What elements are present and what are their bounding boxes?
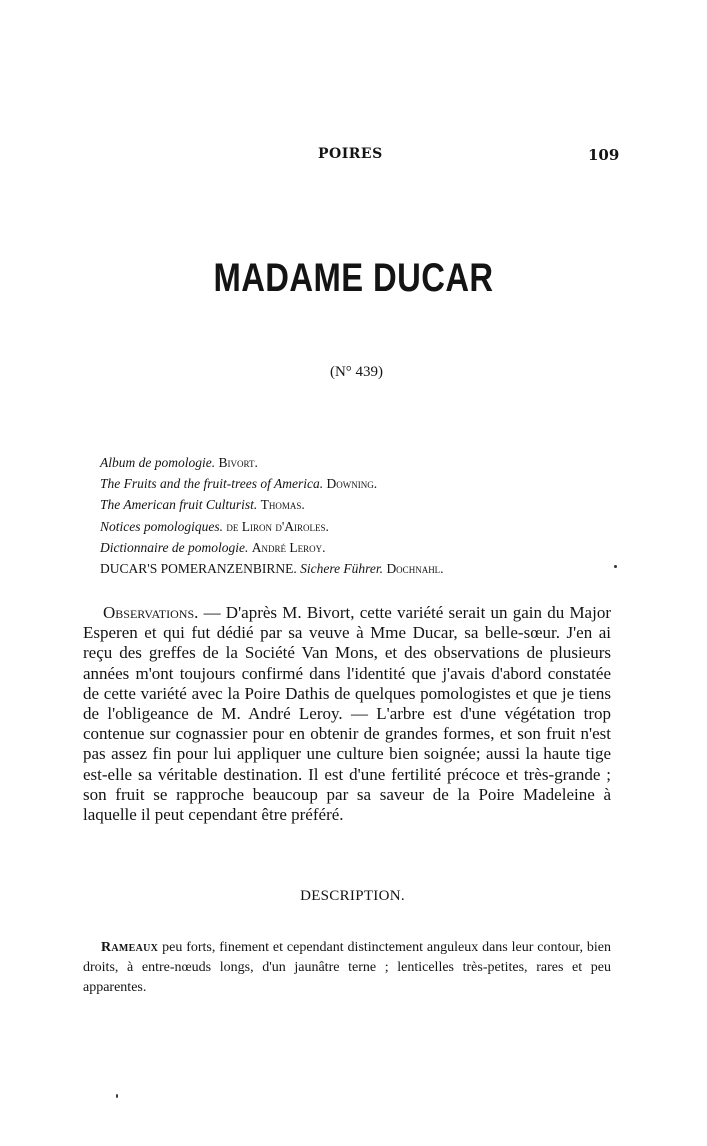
reference-work: The American fruit Culturist. [100,497,258,513]
reference-work: Notices pomologiques. [100,518,223,534]
reference-author: Dochnahl. [386,561,444,577]
reference-author: Bivort. [218,455,258,470]
reference-item [100,473,660,494]
observations-heading: Observations. [103,603,199,622]
observations-paragraph [83,603,611,825]
reference-author: Thomas. [260,497,305,513]
running-head: POIRES [318,146,383,162]
reference-item [100,494,660,515]
reference-work: Album de pomologie. [100,455,216,470]
description-heading: DESCRIPTION. [300,888,405,904]
reference-synonym: DUCAR'S POMERANZENBIRNE. [100,561,297,577]
print-speck [116,1094,118,1098]
description-text: peu forts, finement et cependant distinctement anguleux dans leur contour, bien droits, à entre-nœuds longs, d'un jaunâtre terne ; lenticelles très-petites, rares et peu apparentes. [83,940,611,995]
description-lead: Rameaux [101,940,159,955]
reference-item [100,452,660,473]
variety-number: (N° 439) [329,364,384,380]
reference-work: Dictionnaire de pomologie. [100,539,249,555]
reference-item [100,537,660,558]
reference-author: André Leroy. [251,539,326,555]
print-speck [614,565,617,568]
references-list [100,452,660,579]
observations-text: — D'après M. Bivort, cette variété serait un gain du Major Esperen et qui fut dédié par sa veuve à Mme Ducar, sa belle-sœur. J'en ai reçu des greffes de la Société Van Mons, et des observations de plusieurs années m'ont toujours confirmé dans l'identité que j'avais d'abord constatée de cette variété avec la Poire Dathis de quelques pomologistes et que je tiens de l'obligeance de M. André Leroy. — L'arbre est d'une végétation trop contenue sur cognassier pour en obtenir de grandes formes, et son fruit n'est pas assez fin pour lui appliquer une culture bien soignée; aussi la haute tige est-elle sa véritable destination. Il est d'une fertilité précoce et très-grande ; son fruit se rapproche beaucoup par sa saveur de la Poire Madeleine à laquelle il peut cependant être préféré. [83,603,611,825]
reference-item [100,558,660,579]
reference-item [100,516,660,537]
reference-author: de Liron d'Airoles. [226,518,329,534]
page-number: 109 [588,146,620,164]
page-title: MADAME DUCAR [213,256,494,300]
reference-work: The Fruits and the fruit-trees of America. [100,476,324,492]
description-paragraph [83,938,611,998]
reference-author: Downing. [326,476,378,492]
reference-work: Sichere Führer. [300,561,384,577]
